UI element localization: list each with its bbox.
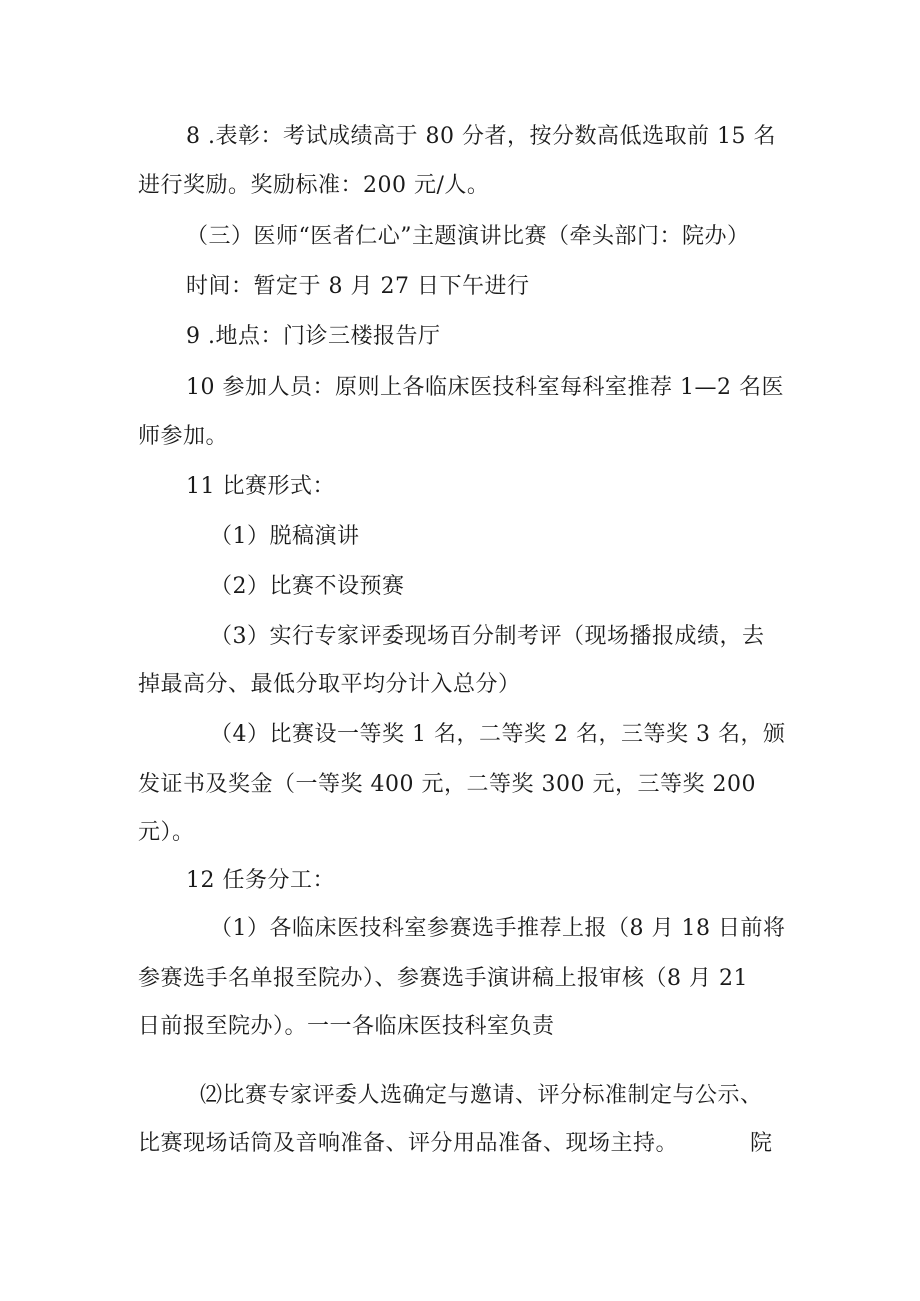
text-line: 发证书及奖金（一等奖 400 元，二等奖 300 元，三等奖 200 xyxy=(138,772,756,797)
text-line: 院 xyxy=(750,1131,773,1156)
text-line: 10 参加人员：原则上各临床医技科室每科室推荐 1—2 名医 xyxy=(186,375,784,400)
list-item: （1）脱稿演讲 xyxy=(210,524,360,549)
text-line: 时间：暂定于 8 月 27 日下午进行 xyxy=(186,274,530,299)
list-item: （4）比赛设一等奖 1 名，二等奖 2 名，三等奖 3 名，颁 xyxy=(210,722,786,747)
list-item: （2）比赛不设预赛 xyxy=(210,574,405,599)
text-line: 师参加。 xyxy=(138,424,229,449)
text-line: 掉最高分、最低分取平均分计入总分） xyxy=(138,672,521,697)
text-line: 日前报至院办）。一一各临床医技科室负责 xyxy=(138,1014,555,1039)
list-item: ⑵比赛专家评委人选确定与邀请、评分标准制定与公示、 xyxy=(200,1083,763,1108)
text-line: 元）。 xyxy=(138,820,195,845)
list-item: （3）实行专家评委现场百分制考评（现场播报成绩，去 xyxy=(210,624,765,649)
text-line: 比赛现场话筒及音响准备、评分用品准备、现场主持。 xyxy=(138,1131,679,1156)
text-line: 9 .地点：门诊三楼报告厅 xyxy=(186,324,441,349)
section-heading: （三）医师“医者仁心”主题演讲比赛（牵头部门：院办） xyxy=(186,224,750,249)
list-item: （1）各临床医技科室参赛选手推荐上报（8 月 18 日前将 xyxy=(210,916,786,941)
text-line: 进行奖励。奖励标准：200 元/人。 xyxy=(138,173,490,198)
text-line: 12 任务分工： xyxy=(186,868,335,893)
text-line: 11 比赛形式： xyxy=(186,474,335,499)
text-line: 8 .表彰：考试成绩高于 80 分者，按分数高低选取前 15 名 xyxy=(186,124,776,149)
text-line: 参赛选手名单报至院办）、参赛选手演讲稿上报审核（8 月 21 xyxy=(138,966,748,991)
